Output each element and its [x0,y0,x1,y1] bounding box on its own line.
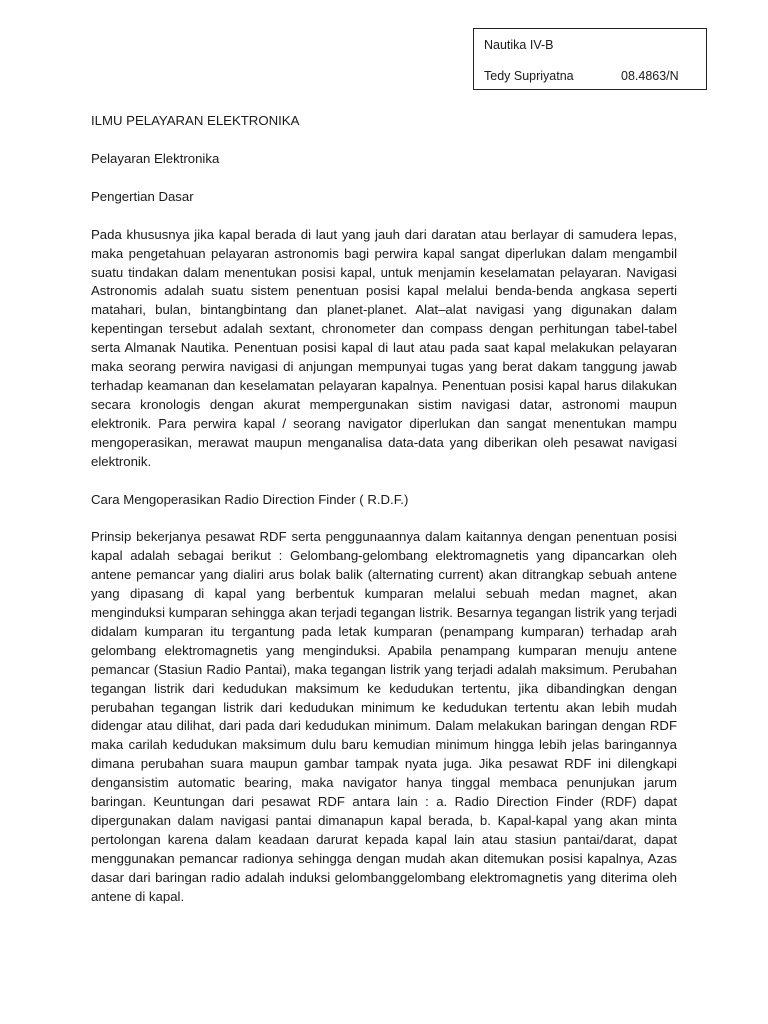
document-body [91,112,677,907]
class-label: Nautika IV-B [484,38,554,52]
paragraph-rdf: Prinsip bekerjanya pesawat RDF serta penggunaannya dalam kaitannya dengan penentuan posisi kapal adalah sebagai berikut : Gelombang-gelombang elektromagnetis yang dipancarkan oleh antene pemancar yang dialiri arus bolak balik (alternating current) akan ditrangkap sebuah antene yang dipasang di kapal yang berbentuk kumparan melalui sebuah medan magnet, akan menginduksi kumparan sehingga akan terjadi tegangan listrik. Besarnya tegangan listrik yang terjadi didalam kumparan itu tergantung pada letak kumparan (penampang kumparan) terhadap arah gelombang elektromagnetis yang menginduksi. Apabila penampang kumparan menuju antene pemancar (Stasiun Radio Pantai), maka tegangan listrik yang terjadi adalah maksimum. Perubahan tegangan listrik dari kedudukan maksimum ke kedudukan tertentu, jika dibandingkan dengan perubahan tegangan listrik dari kedudukan minimum ke kedudukan tertentu akan lebih mudah didengar atau dilihat, dari pada dari kedudukan minimum. Dalam melakukan baringan dengan RDF maka carilah kedudukan maksimum dulu baru kemudian minimum hingga lebih jelas baringannya dimana perubahan suara maupun gambar tampak nyata juga. Jika pesawat RDF ini dilengkapi dengansistim automatic bearing, maka navigator hanya tinggal membaca penunjukan jarum baringan. Keuntungan dari pesawat RDF antara lain : a. Radio Direction Finder (RDF) dapat dipergunakan dalam navigasi pantai dimanapun kapal berada, b. Kapal-kapal yang akan minta pertolongan karena dalam keadaan darurat kepada kapal lain atau stasiun pantai/darat, dapat menggunakan pemancar radionya sehingga dengan mudah akan ditemukan posisi kapalnya, Azas dasar dari baringan radio adalah induksi gelombanggelombang elektromagnetis yang diterima oleh antene di kapal. [91,529,677,904]
student-name: Tedy Supriyatna [484,69,574,83]
section-heading-pengertian-dasar: Pengertian Dasar [91,188,194,204]
student-number: 08.4863/N [621,69,679,83]
course-title: ILMU PELAYARAN ELEKTRONIKA [91,113,300,128]
section-heading-rdf: Cara Mengoperasikan Radio Direction Finder ( R.D.F.) [91,491,409,507]
paragraph-pengertian-dasar: Pada khususnya jika kapal berada di laut yang jauh dari daratan atau berlayar di samudera lepas, maka pengetahuan pelayaran astronomis bagi perwira kapal sangat diperlukan dalam mengambil suatu tindakan dalam menentukan posisi kapal, untuk menjamin keselamatan pelayaran. Navigasi Astronomis adalah suatu sistem penentuan posisi kapal melalui benda-benda angkasa seperti matahari, bulan, bintangbintang dan planet-planet. Alat–alat navigasi yang digunakan dalam kepentingan tersebut adalah sextant, chronometer dan compass dengan perhitungan tabel-tabel serta Almanak Nautika. Penentuan posisi kapal di laut atau pada saat kapal melakukan pelayaran maka seorang perwira navigasi di anjungan mempunyai tugas yang berat dakam tanggung jawab terhadap keamanan dan keselamatan pelayaran kapalnya. Penentuan posisi kapal harus dilakukan secara kronologis dengan akurat mempergunakan sistim navigasi datar, astronomi maupun elektronik. Para perwira kapal / seorang navigator diperlukan dan sangat menentukan mampu mengoperasikan, merawat maupun menganalisa data-data yang diberikan oleh pesawat navigasi elektronik. [91,226,677,469]
student-info-box [473,28,707,90]
topic-title: Pelayaran Elektronika [91,150,220,166]
